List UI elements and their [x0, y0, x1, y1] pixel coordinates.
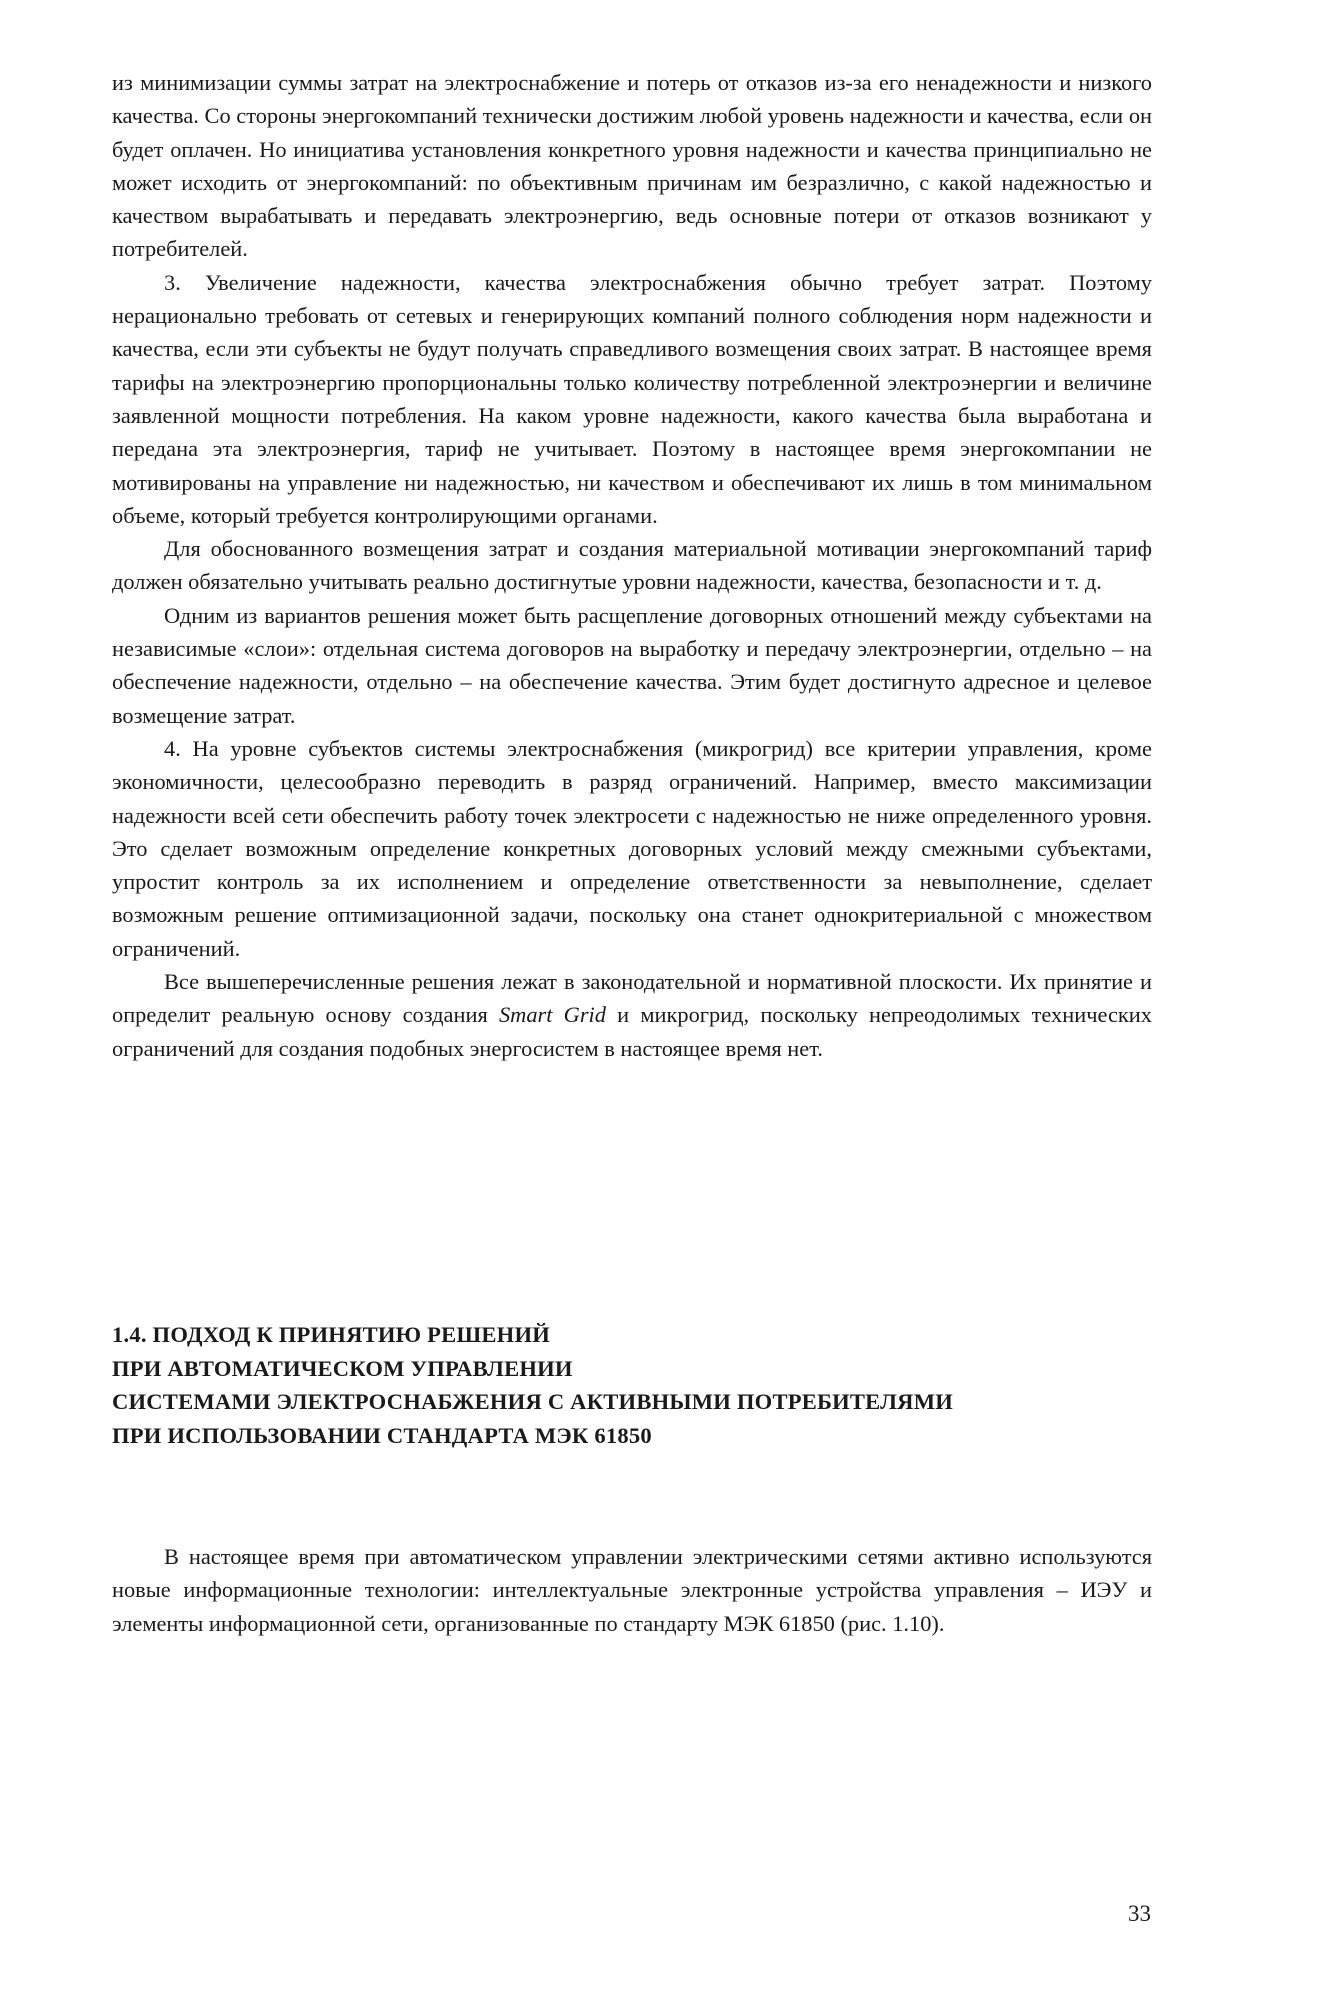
paragraph-continuation: из минимизации суммы затрат на электроснабжение и потерь от отказов из-за его ненадежности и низкого качества. Со стороны энергокомпаний технически достижим любой уровень надежности и качества, если он будет оплачен. Но инициатива установления конкретного уровня надежности и качества принципиально не может исходить от энергокомпаний: по объективным причинам им безразлично, с какой надежностью и качеством вырабатывать и передавать электроэнергию, ведь основные потери от отказов возникают у потребителей. — [112, 70, 1152, 262]
heading-line-3: СИСТЕМАМИ ЭЛЕКТРОСНАБЖЕНИЯ С АКТИВНЫМИ ПОТРЕБИТЕЛЯМИ — [112, 1389, 953, 1415]
page-number: 33 — [1128, 1901, 1151, 1926]
paragraph-item-3: 3. Увеличение надежности, качества электроснабжения обычно требует затрат. Поэтому нерационально требовать от сетевых и генерирующих компаний полного соблюдения норм надежности и качества, если эти субъекты не будут получать справедливого возмещения своих затрат. В настоящее время тарифы на электроэнергию пропорциональны только количеству потребленной электроэнергии и величине заявленной мощности потребления. На каком уровне надежности, какого качества была выработана и передана эта электроэнергия, тариф не учитывает. Поэтому в настоящее время энергокомпании не мотивированы на управление ни надежностью, ни качеством и обеспечивают их лишь в том минимальном объеме, который требуется контролирующими органами. — [112, 269, 1152, 528]
paragraph-item-4: 4. На уровне субъектов системы электроснабжения (микрогрид) все критерии управления, кроме экономичности, целесообразно переводить в разряд ограничений. Например, вместо максимизации надежности всей сети обеспечить работу точек электросети с надежностью не ниже определенного уровня. Это сделает возможным определение конкретных договорных условий между смежными субъектами, упростит контроль за их исполнением и определение ответственности за невыполнение, сделает возможным решение оптимизационной задачи, поскольку она станет однокритериальной с множеством ограничений. — [112, 735, 1152, 961]
paragraph-conclusion — [112, 965, 1152, 1065]
section-paragraph-1: В настоящее время при автоматическом управлении электрическими сетями активно используются новые информационные технологии: интеллектуальные электронные устройства управления – ИЭУ и элементы информационной сети, организованные по стандарту МЭК 61850 (рис. 1.10). — [112, 1544, 1152, 1636]
heading-line-2: ПРИ АВТОМАТИЧЕСКОМ УПРАВЛЕНИИ — [112, 1355, 573, 1381]
body-text — [112, 66, 1152, 1065]
conclusion-text-end: и микрогрид, поскольку непреодолимых технических ограничений для создания подобных энергосистем в настоящее время нет. — [112, 1002, 1152, 1061]
conclusion-text-start: Все вышеперечисленные решения лежат в законодательной и нормативной плоскости. Их принятие и определит реальную основу создания — [112, 969, 1152, 1028]
heading-line-4: ПРИ ИСПОЛЬЗОВАНИИ СТАНДАРТА МЭК 61850 — [112, 1422, 652, 1448]
paragraph-tariff-motivation: Для обоснованного возмещения затрат и создания материальной мотивации энергокомпаний тариф должен обязательно учитывать реально достигнутые уровни надежности, качества, безопасности и т. д. — [112, 536, 1152, 595]
smart-grid-term: Smart Grid — [498, 1002, 606, 1028]
section-body-text — [112, 1540, 1152, 1640]
section-heading — [112, 1318, 1172, 1452]
heading-line-1: 1.4. ПОДХОД К ПРИНЯТИЮ РЕШЕНИЙ — [112, 1322, 550, 1347]
paragraph-contract-layers: Одним из вариантов решения может быть расщепление договорных отношений между субъектами на независимые «слои»: отдельная система договоров на выработку и передачу электроэнергии, отдельно – на обеспечение надежности, отдельно – на обеспечение качества. Этим будет достигнуто адресное и целевое возмещение затрат. — [112, 602, 1152, 728]
